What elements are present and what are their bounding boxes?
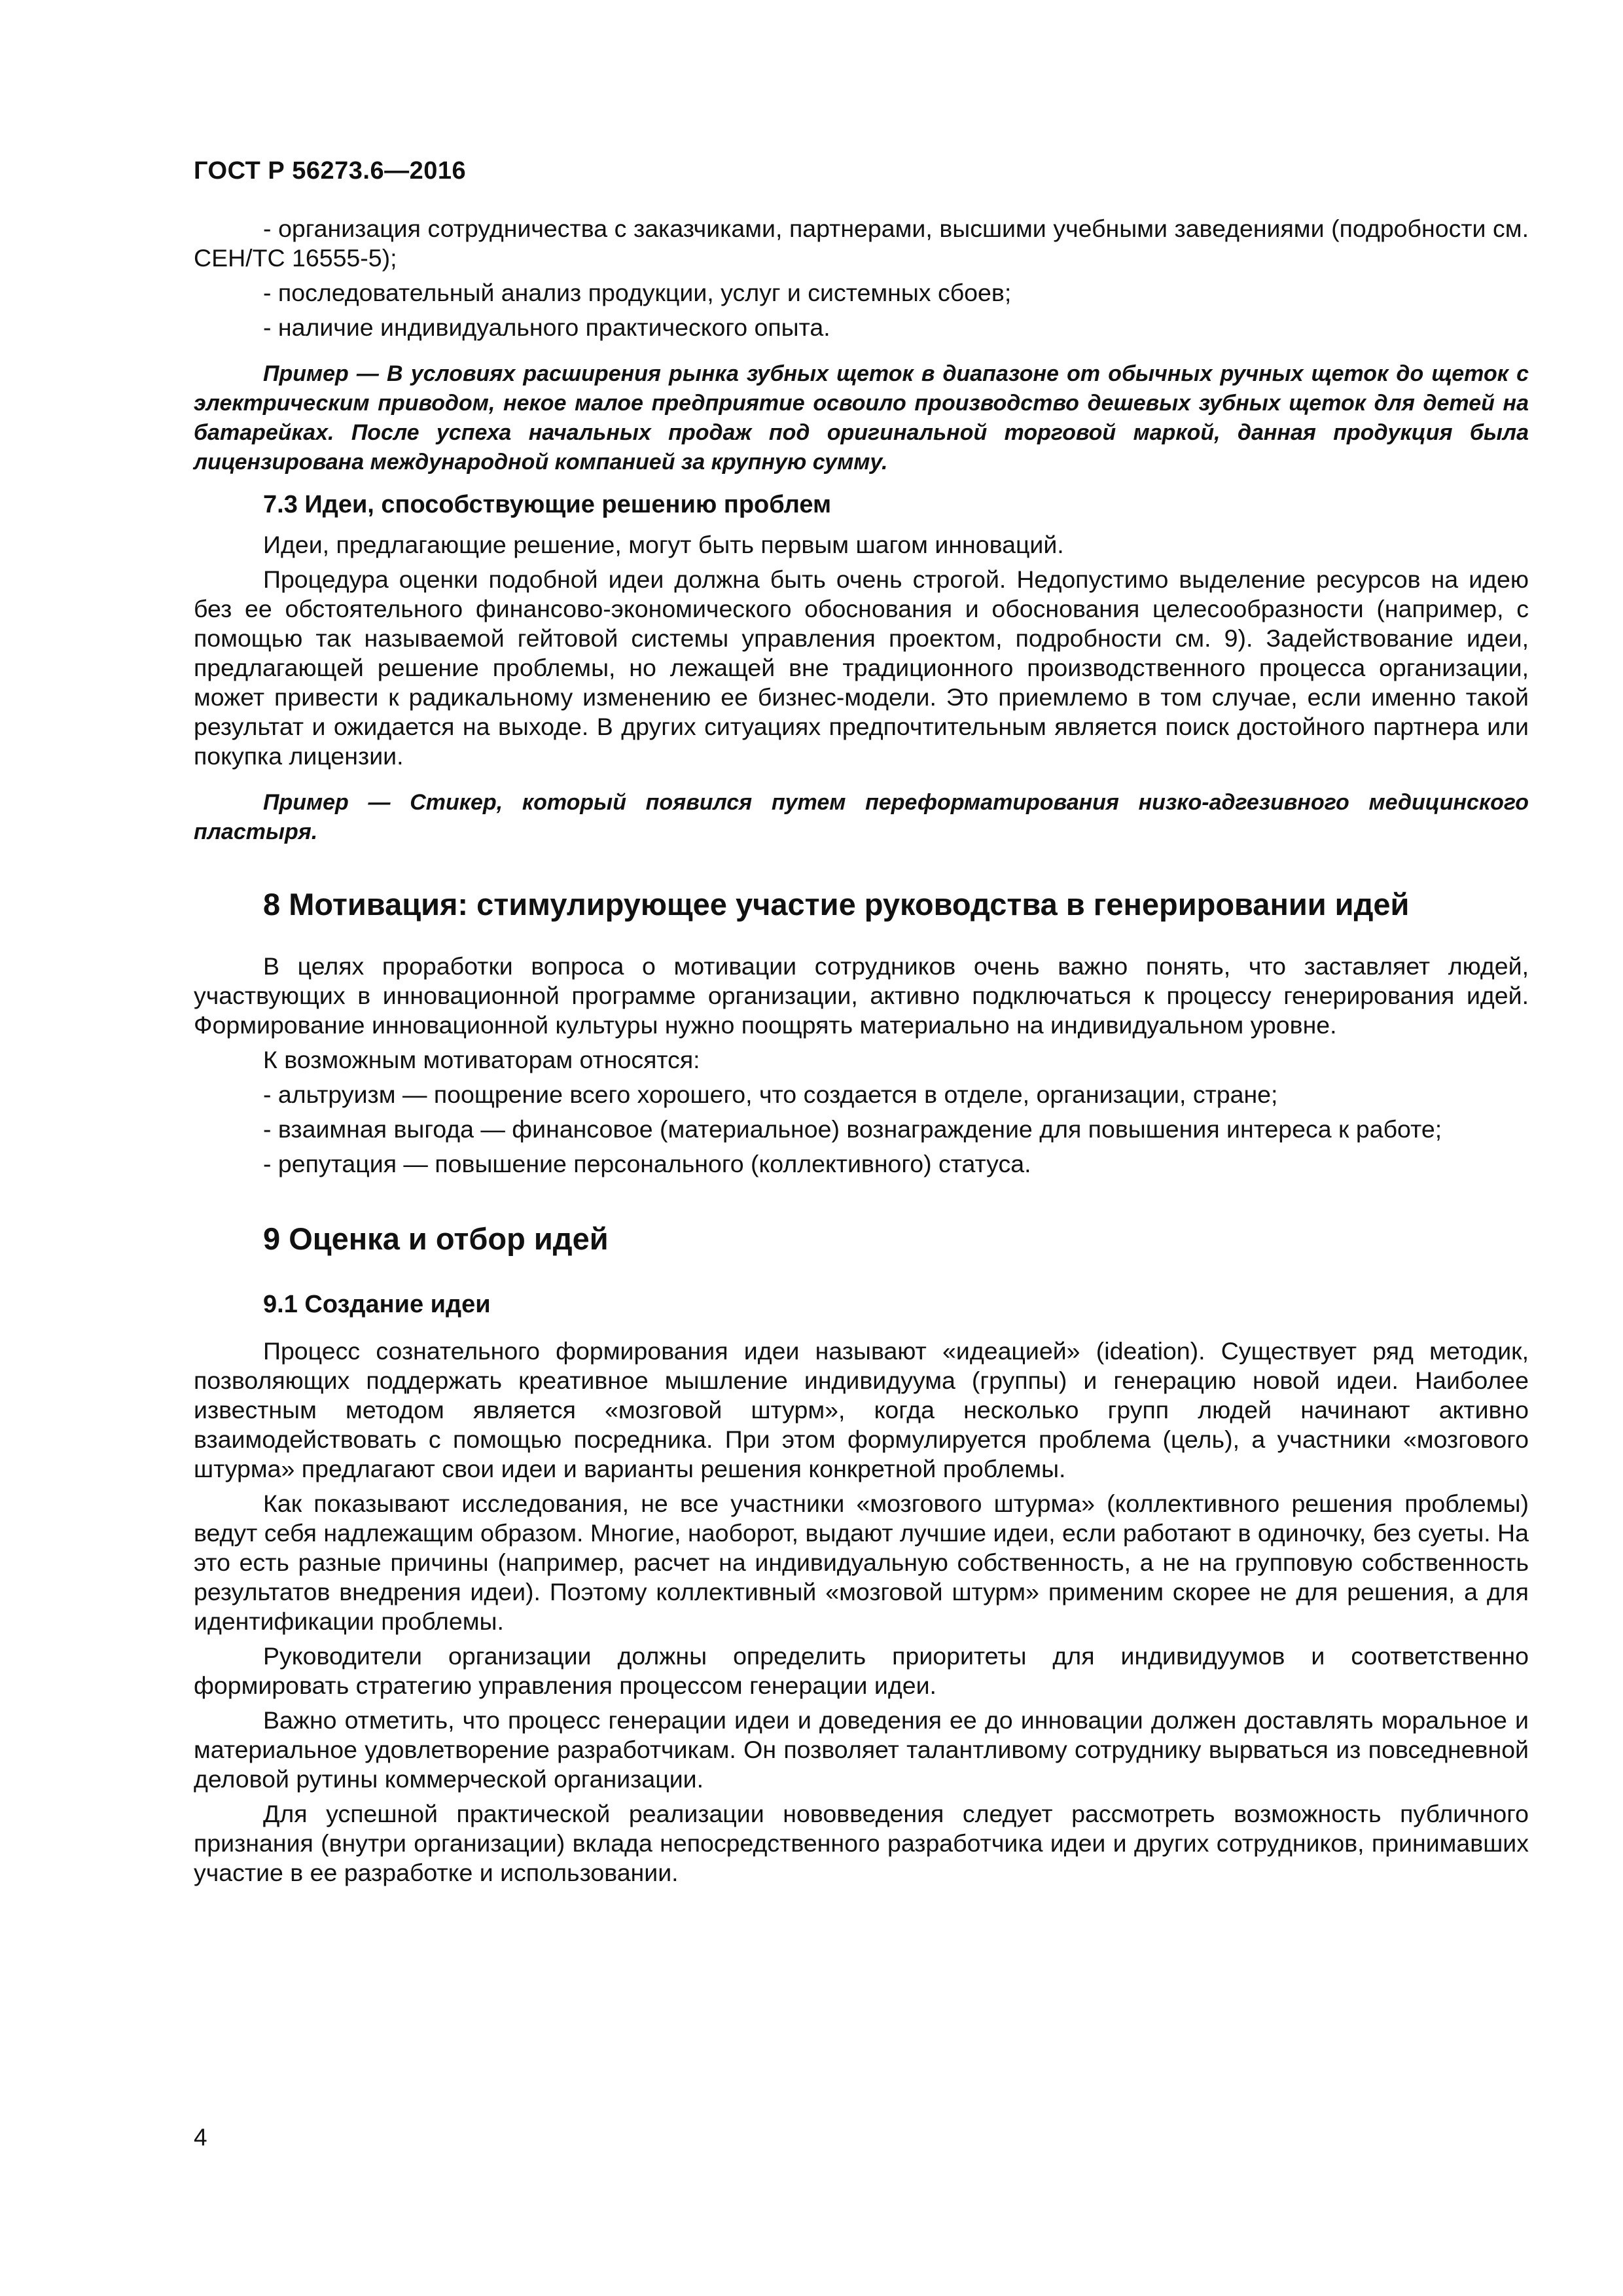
- paragraph: Как показывают исследования, не все участники «мозгового штурма» (коллективного решения проблемы) ведут себя надлежащим образом. Многие, наоборот, выдают лучшие идеи, если работают в одиночку, без суеты. На это есть разные причины (например, расчет на индивидуальную собственность, а не на групповую собственность результатов внедрения идеи). Поэтому коллективный «мозговой штурм» применим скорее не для решения, а для идентификации проблемы.: [194, 1490, 1529, 1635]
- paragraph: Процедура оценки подобной идеи должна быть очень строгой. Недопустимо выделение ресурсов на идею без ее обстоятельного финансово-экономического обоснования и обоснования целесообразности (например, с помощью так называемой гейтовой системы управления проектом, подробности см. 9). Задействование идеи, предлагающей решение проблемы, но лежащей вне традиционного производственного процесса организации, может привести к радикальному изменению ее бизнес-модели. Это приемлемо в том случае, если именно такой результат и ожидается на выходе. В других ситуациях предпочтительным является поиск достойного партнера или покупка лицензии.: [194, 565, 1529, 770]
- paragraph: Важно отметить, что процесс генерации идеи и доведения ее до инновации должен доставлять моральное и материальное удовлетворение разработчикам. Он позволяет талантливому сотруднику вырваться из повседневной деловой рутины коммерческой организации.: [194, 1706, 1529, 1793]
- section-7-3-title: 7.3 Идеи, способствующие решению проблем: [263, 491, 832, 518]
- example-label: Пример —: [263, 361, 379, 386]
- list-item: - альтруизм — поощрение всего хорошего, что создается в отделе, организации, стране;: [263, 1081, 1278, 1108]
- paragraph: Процесс сознательного формирования идеи называют «идеацией» (ideation). Существует ряд методик, позволяющих поддержать креативное мышление индивидуума (группы) и генерацию новой идеи. Наиболее известным методом является «мозговой штурм», когда несколько групп людей начинают активно взаимодействовать с помощью посредника. При этом формулируется проблема (цель), а участники «мозгового штурма» предлагают свои идеи и варианты решения конкретной проблемы.: [194, 1337, 1529, 1482]
- list-item: - последовательный анализ продукции, услуг и системных сбоев;: [263, 279, 1012, 306]
- list-item: - репутация — повышение персонального (коллективного) статуса.: [263, 1150, 1031, 1177]
- paragraph: Для успешной практической реализации нововведения следует рассмотреть возможность публичного признания (внутри организации) вклада непосредственного разработчика идеи и других сотрудников, принимавших участие в ее разработке и использовании.: [194, 1800, 1529, 1886]
- page-number: 4: [194, 2124, 207, 2151]
- document-header: ГОСТ Р 56273.6—2016: [194, 157, 467, 185]
- example-note-2: [194, 788, 1529, 847]
- paragraph: В целях проработки вопроса о мотивации сотрудников очень важно понять, что заставляет людей, участвующих в инновационной программе организации, активно подключаться к процессу генерирования идей. Формирование инновационной культуры нужно поощрять материально на индивидуальном уровне.: [194, 952, 1529, 1039]
- list-item: - организация сотрудничества с заказчиками, партнерами, высшими учебными заведениями (подробности см. СЕН/TC 16555-5);: [194, 215, 1529, 272]
- section-8-title: 8 Мотивация: стимулирующее участие руководства в генерировании идей: [263, 887, 1410, 922]
- example-note-1: [194, 359, 1529, 477]
- example-text: Стикер, который появился путем переформатирования низко-адгезивного медицинского пластыря.: [194, 790, 1529, 844]
- list-item: - наличие индивидуального практического опыта.: [263, 314, 830, 341]
- example-text: В условиях расширения рынка зубных щеток в диапазоне от обычных ручных щеток до щеток с электрическим приводом, некое малое предприятие освоило производство дешевых зубных щеток для детей на батарейках. После успеха начальных продаж под оригинальной торговой маркой, данная продукция была лицензирована международной компанией за крупную сумму.: [194, 361, 1529, 475]
- example-label: Пример —: [263, 790, 391, 815]
- document-page: [194, 157, 1529, 1888]
- list-item: - взаимная выгода — финансовое (материальное) вознаграждение для повышения интереса к работе;: [263, 1115, 1442, 1143]
- paragraph: К возможным мотиваторам относятся:: [263, 1046, 700, 1073]
- section-9-1-title: 9.1 Создание идеи: [263, 1291, 491, 1318]
- intro-list: [194, 214, 1529, 342]
- paragraph: Руководители организации должны определить приоритеты для индивидуумов и соответственно формировать стратегию управления процессом генерации идеи.: [194, 1642, 1529, 1699]
- paragraph: Идеи, предлагающие решение, могут быть первым шагом инноваций.: [263, 531, 1064, 558]
- section-9-title: 9 Оценка и отбор идей: [263, 1221, 609, 1256]
